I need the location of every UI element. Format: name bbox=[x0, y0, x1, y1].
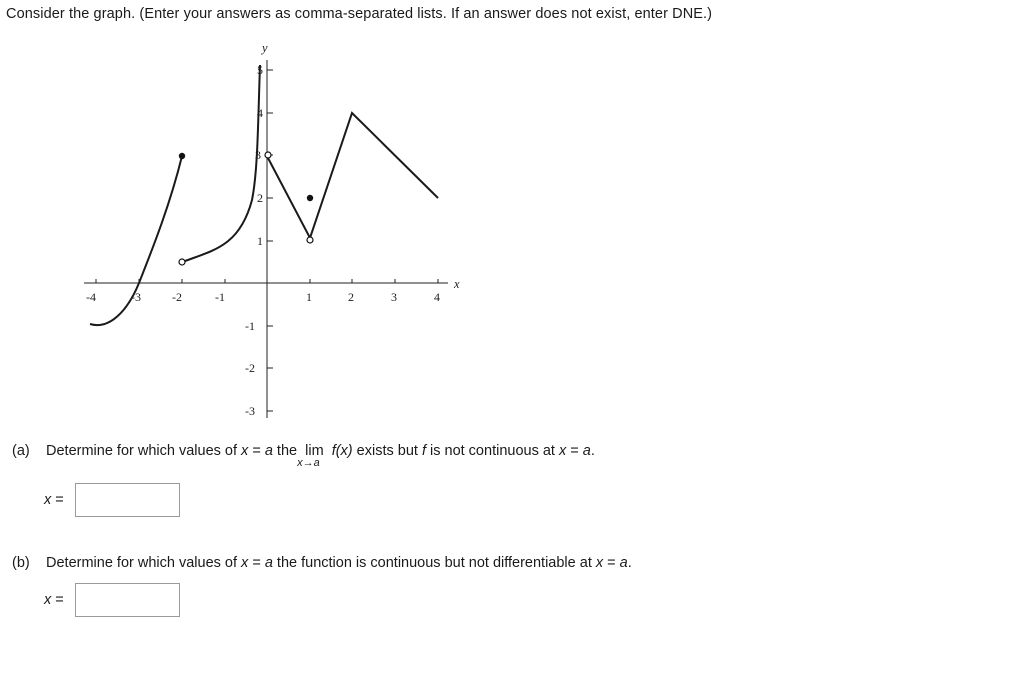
answer-b-label bbox=[44, 592, 64, 608]
y-tick-label: 3 bbox=[255, 148, 261, 162]
answer-a-label bbox=[44, 492, 64, 508]
x-tick-label: -3 bbox=[131, 290, 141, 304]
y-tick-label: 1 bbox=[257, 234, 263, 248]
part-b-end: . bbox=[627, 555, 632, 571]
y-axis-label: y bbox=[262, 41, 268, 55]
x-tick-label: 1 bbox=[306, 290, 312, 304]
part-b-var-a2: a bbox=[619, 555, 628, 571]
curve-middle bbox=[185, 65, 260, 261]
intro-text: Consider the graph. (Enter your answers as comma-separated lists. If an answer does not exist, enter DNE.) bbox=[6, 6, 713, 22]
part-a-f: f bbox=[421, 443, 426, 459]
open-point bbox=[265, 152, 271, 158]
answer-b-var: x bbox=[44, 592, 52, 608]
lim-subscript: x→a bbox=[297, 457, 320, 469]
part-b-eq2: = bbox=[607, 555, 616, 571]
x-tick-label: -4 bbox=[86, 290, 96, 304]
part-b-text-1: Determine for which values of bbox=[46, 555, 237, 571]
part-a-var-x: x bbox=[241, 443, 249, 459]
part-a-text-4: is not continuous at bbox=[430, 443, 555, 459]
part-a-fx-text: f(x) bbox=[331, 443, 353, 459]
lim-text: lim bbox=[305, 443, 324, 459]
filled-point bbox=[179, 153, 185, 159]
answer-b-eq: = bbox=[55, 592, 64, 608]
answer-a-var: x bbox=[44, 492, 52, 508]
x-axis-label: x bbox=[454, 277, 460, 291]
open-point bbox=[179, 259, 185, 265]
part-b-text-2: the function is continuous but not differentiable at bbox=[276, 555, 592, 571]
part-a-var-x2: x bbox=[558, 443, 567, 459]
question-a bbox=[12, 443, 595, 469]
x-tick-label: 4 bbox=[434, 290, 440, 304]
part-a-var-a: a bbox=[264, 443, 273, 459]
y-tick-label: -2 bbox=[245, 361, 255, 375]
part-a-eq2: = bbox=[570, 443, 579, 459]
part-a-end: . bbox=[590, 443, 595, 459]
part-b-eq: = bbox=[252, 555, 261, 571]
answer-a-eq: = bbox=[55, 492, 64, 508]
x-tick-label: 2 bbox=[348, 290, 354, 304]
y-tick-label: 5 bbox=[257, 63, 263, 77]
function-graph bbox=[0, 0, 480, 430]
part-a-text-3: exists but bbox=[356, 443, 418, 459]
y-tick-label: 2 bbox=[257, 191, 263, 205]
part-a-text-2: the bbox=[276, 443, 298, 459]
question-b bbox=[12, 555, 632, 571]
part-a-label: (a) bbox=[12, 443, 30, 459]
part-b-var-x2: x bbox=[595, 555, 604, 571]
x-tick-label: 3 bbox=[391, 290, 397, 304]
limit-notation bbox=[297, 443, 324, 469]
part-b-var-a: a bbox=[264, 555, 273, 571]
part-a-text-1: Determine for which values of bbox=[46, 443, 237, 459]
y-tick-label: -3 bbox=[245, 404, 255, 418]
part-b-label: (b) bbox=[12, 555, 30, 571]
y-ticks bbox=[267, 70, 273, 411]
part-a-fx bbox=[332, 443, 353, 459]
open-point bbox=[307, 237, 313, 243]
part-b-var-x: x bbox=[241, 555, 249, 571]
line-pieces bbox=[268, 113, 438, 238]
part-a-var-a2: a bbox=[582, 443, 591, 459]
x-tick-label: -1 bbox=[215, 290, 225, 304]
answer-b-input[interactable] bbox=[75, 583, 180, 617]
y-tick-label: 4 bbox=[257, 106, 263, 120]
part-a-eq: = bbox=[252, 443, 261, 459]
answer-a-input[interactable] bbox=[75, 483, 180, 517]
x-tick-label: -2 bbox=[172, 290, 182, 304]
y-tick-label: -1 bbox=[245, 319, 255, 333]
filled-point bbox=[307, 195, 313, 201]
